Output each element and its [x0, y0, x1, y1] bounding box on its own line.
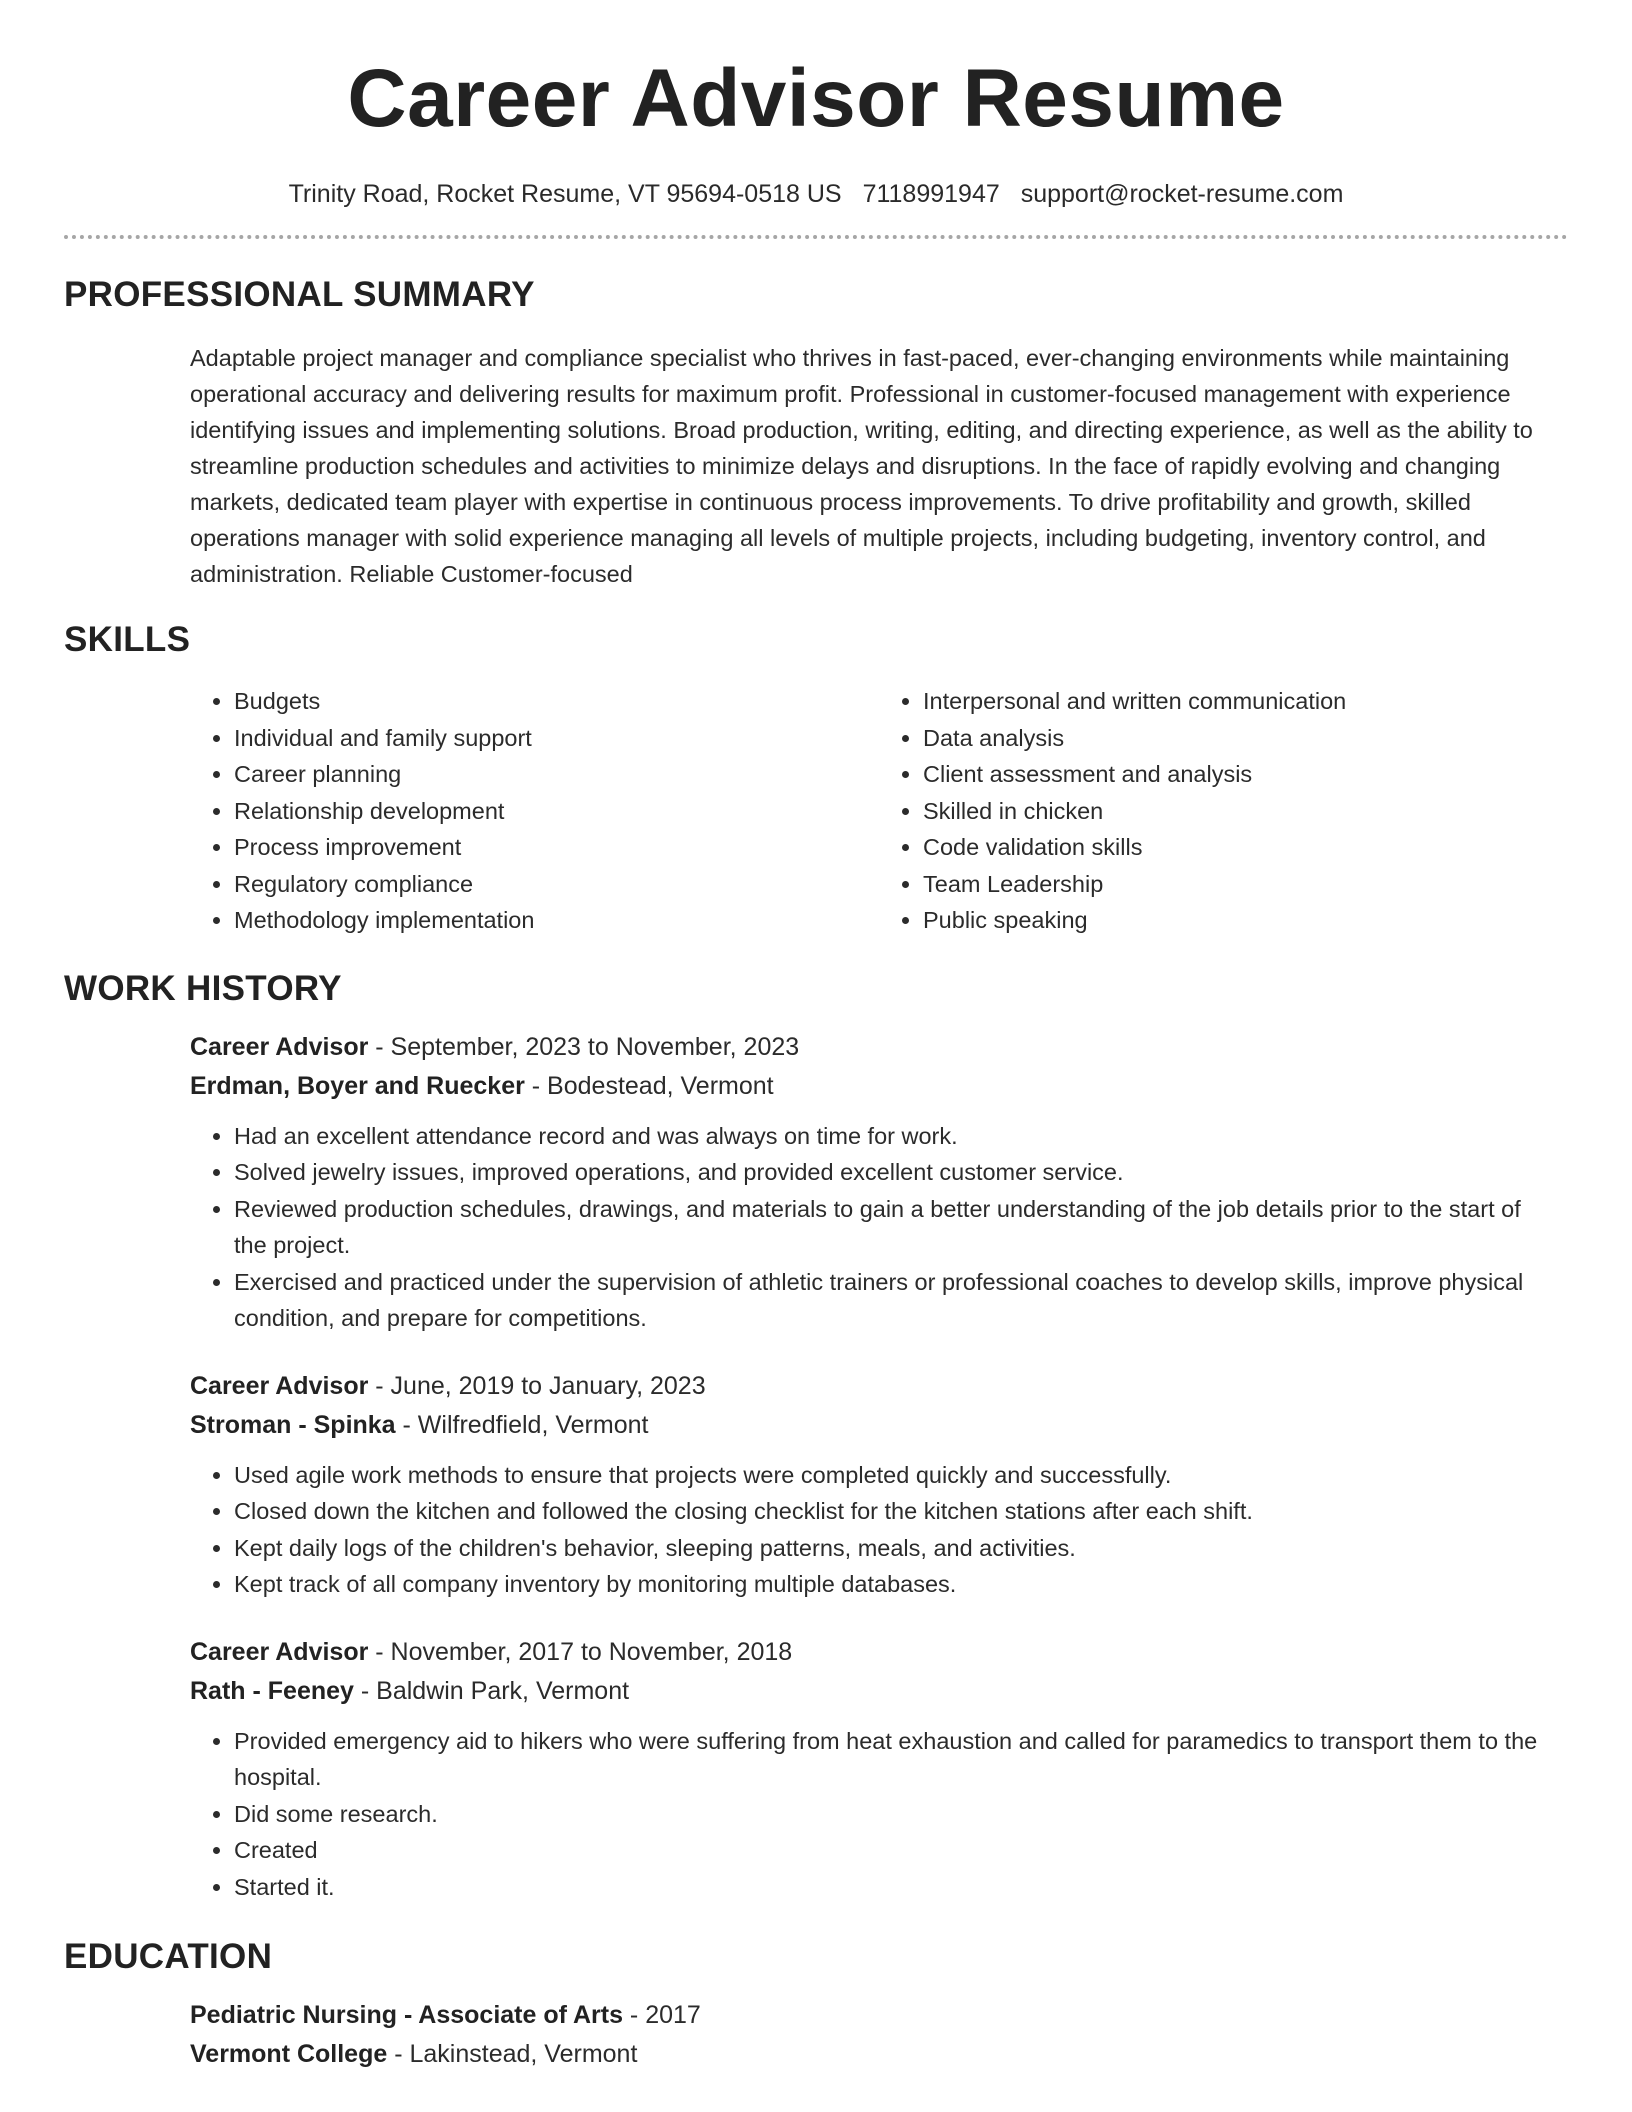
header-divider	[64, 235, 1568, 239]
job-duty: • Kept daily logs of the children's behavior, sleeping patterns, meals, and activities.	[234, 1530, 1568, 1567]
skill-item: • Data analysis	[923, 720, 1568, 757]
job-title: Career Advisor	[190, 1637, 369, 1666]
job-company: Rath - Feeney	[190, 1676, 354, 1705]
job-title: Career Advisor	[190, 1371, 369, 1400]
job-title-line	[190, 1633, 1568, 1672]
resume-title: Career Advisor Resume	[347, 53, 1285, 144]
skills-list	[190, 683, 1568, 939]
summary-heading: PROFESSIONAL SUMMARY	[64, 275, 535, 314]
job-duty: • Provided emergency aid to hikers who were suffering from heat exhaustion and called for paramedics to transport them to the hospital.	[234, 1723, 1568, 1796]
skill-item: • Career planning	[234, 756, 879, 793]
job-duty: • Did some research.	[234, 1796, 1568, 1833]
skill-item: • Process improvement	[234, 829, 879, 866]
job-duties	[190, 1457, 1568, 1603]
job-duty: • Exercised and practiced under the supervision of athletic trainers or professional coaches to develop skills, improve physical condition, and prepare for competitions.	[234, 1264, 1568, 1337]
skill-item: • Client assessment and analysis	[923, 756, 1568, 793]
job-dates: - November, 2017 to November, 2018	[368, 1637, 793, 1666]
work-history-heading: WORK HISTORY	[64, 968, 342, 1008]
skills-column-left	[190, 683, 879, 939]
job-duties	[190, 1723, 1568, 1906]
job-duty: • Had an excellent attendance record and was always on time for work.	[234, 1118, 1568, 1155]
summary-text: Adaptable project manager and compliance specialist who thrives in fast-paced, ever-changing environments while maintaining operational accuracy and delivering results for maximum profit. Professional in customer-focused management with experience identifying issues and implementing solutions. Broad production, writing, editing, and directing experience, as well as the ability to streamline production schedules and activities to minimize delays and disruptions. In the face of rapidly evolving and changing markets, dedicated team player with expertise in continuous process improvements. To drive profitability and growth, skilled operations manager with solid experience managing all levels of multiple projects, including budgeting, inventory control, and administration. Reliable Customer-focused	[190, 345, 1533, 587]
job-dates: - September, 2023 to November, 2023	[368, 1032, 800, 1061]
job-entry	[190, 1633, 1568, 1906]
education-entry	[190, 1996, 1568, 2074]
job-duty: • Kept track of all company inventory by monitoring multiple databases.	[234, 1566, 1568, 1603]
skills-column-right	[879, 683, 1568, 939]
skill-item: • Interpersonal and written communication	[923, 683, 1568, 720]
job-duty: • Reviewed production schedules, drawings, and materials to gain a better understanding of the job details prior to the start of the project.	[234, 1191, 1568, 1264]
job-entry	[190, 1367, 1568, 1603]
skill-item: • Skilled in chicken	[923, 793, 1568, 830]
job-title-line	[190, 1367, 1568, 1406]
job-company: Stroman - Spinka	[190, 1410, 396, 1439]
education-school: Vermont College	[190, 2040, 388, 2068]
contact-address: Trinity Road, Rocket Resume, VT 95694-0518 US	[288, 180, 842, 208]
job-duty: • Started it.	[234, 1869, 1568, 1906]
education-degree: Pediatric Nursing - Associate of Arts	[190, 2001, 623, 2029]
job-company-line	[190, 1406, 1568, 1445]
job-dates: - June, 2019 to January, 2023	[368, 1371, 706, 1400]
job-entry	[190, 1028, 1568, 1337]
skill-item: • Code validation skills	[923, 829, 1568, 866]
job-duty: • Closed down the kitchen and followed the closing checklist for the kitchen stations after each shift.	[234, 1493, 1568, 1530]
education-school-line	[190, 2035, 1568, 2074]
contact-email: support@rocket-resume.com	[1020, 180, 1344, 208]
contact-line	[64, 182, 1568, 207]
job-title: Career Advisor	[190, 1032, 369, 1061]
job-location: - Wilfredfield, Vermont	[395, 1410, 649, 1439]
job-company-line	[190, 1672, 1568, 1711]
education-year: - 2017	[622, 2001, 701, 2029]
job-location: - Baldwin Park, Vermont	[353, 1676, 630, 1705]
job-company: Erdman, Boyer and Ruecker	[190, 1071, 525, 1100]
skill-item: • Relationship development	[234, 793, 879, 830]
job-duty: • Used agile work methods to ensure that projects were completed quickly and successfully.	[234, 1457, 1568, 1494]
job-location: - Bodestead, Vermont	[524, 1071, 774, 1100]
education-degree-line	[190, 1996, 1568, 2035]
job-title-line	[190, 1028, 1568, 1067]
job-duty: • Solved jewelry issues, improved operations, and provided excellent customer service.	[234, 1154, 1568, 1191]
skill-item: • Budgets	[234, 683, 879, 720]
skill-item: • Team Leadership	[923, 866, 1568, 903]
job-company-line	[190, 1067, 1568, 1106]
job-duties	[190, 1118, 1568, 1337]
skills-heading: SKILLS	[64, 620, 191, 659]
education-location: - Lakinstead, Vermont	[387, 2040, 638, 2068]
skill-item: • Methodology implementation	[234, 902, 879, 939]
contact-phone: 7118991947	[862, 180, 1000, 208]
skill-item: • Public speaking	[923, 902, 1568, 939]
education-heading: EDUCATION	[64, 1937, 273, 1976]
skill-item: • Individual and family support	[234, 720, 879, 757]
job-duty: • Created	[234, 1832, 1568, 1869]
skill-item: • Regulatory compliance	[234, 866, 879, 903]
